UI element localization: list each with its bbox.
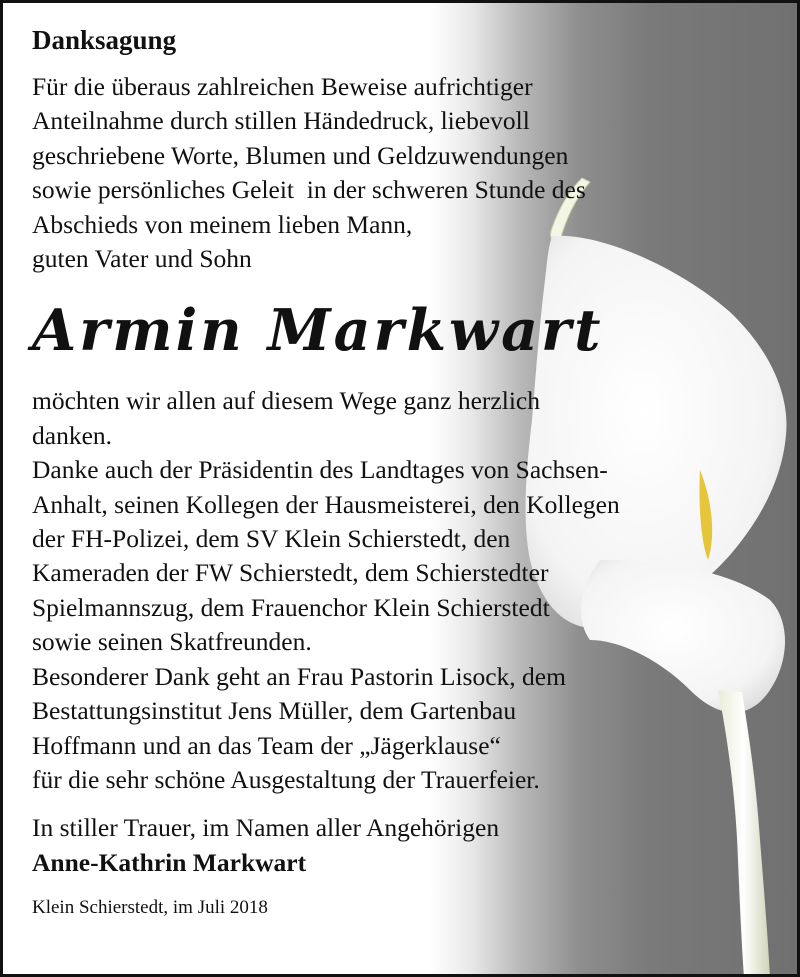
body-line: danken. xyxy=(32,420,113,450)
signer-name: Anne-Kathrin Markwart xyxy=(32,847,307,877)
notice-content xyxy=(32,22,772,922)
intro-line: guten Vater und Sohn xyxy=(32,244,252,274)
deceased-name: Armin Markwart xyxy=(32,297,604,365)
body-line: Kameraden der FW Schierstedt, dem Schierstedter xyxy=(32,558,549,588)
intro-line: Anteilnahme durch stillen Händedruck, liebevoll xyxy=(32,106,530,136)
intro-paragraph xyxy=(32,70,772,276)
body-line: der FH-Polizei, dem SV Klein Schierstedt, den xyxy=(32,524,511,554)
body-line: Danke auch der Präsidentin des Landtages von Sachsen- xyxy=(32,455,608,485)
intro-line: Abschieds von meinem lieben Mann, xyxy=(32,209,413,239)
body-line: für die sehr schöne Ausgestaltung der Trauerfeier. xyxy=(32,764,540,794)
intro-line: sowie persönliches Geleit in der schweren Stunde des xyxy=(32,175,586,205)
body-line: Spielmannszug, dem Frauenchor Klein Schierstedt xyxy=(32,592,550,622)
heading: Danksagung xyxy=(32,25,177,55)
intro-line: Für die überaus zahlreichen Beweise aufrichtiger xyxy=(32,72,533,101)
closing-line: In stiller Trauer, im Namen aller Angehörigen xyxy=(32,813,500,843)
body-line: sowie seinen Skatfreunden. xyxy=(32,627,312,657)
body-line: Hoffmann und an das Team der „Jägerklause“ xyxy=(32,730,501,760)
body-line: Bestattungsinstitut Jens Müller, dem Gartenbau xyxy=(32,696,517,726)
body-line: möchten wir allen auf diesem Wege ganz herzlich xyxy=(32,386,540,416)
place-date: Klein Schierstedt, im Juli 2018 xyxy=(32,897,268,919)
body-paragraph xyxy=(32,384,772,797)
body-line: Besonderer Dank geht an Frau Pastorin Lisock, dem xyxy=(32,661,566,691)
intro-line: geschriebene Worte, Blumen und Geldzuwendungen xyxy=(32,140,569,170)
body-line: Anhalt, seinen Kollegen der Hausmeisterei, den Kollegen xyxy=(32,489,620,519)
